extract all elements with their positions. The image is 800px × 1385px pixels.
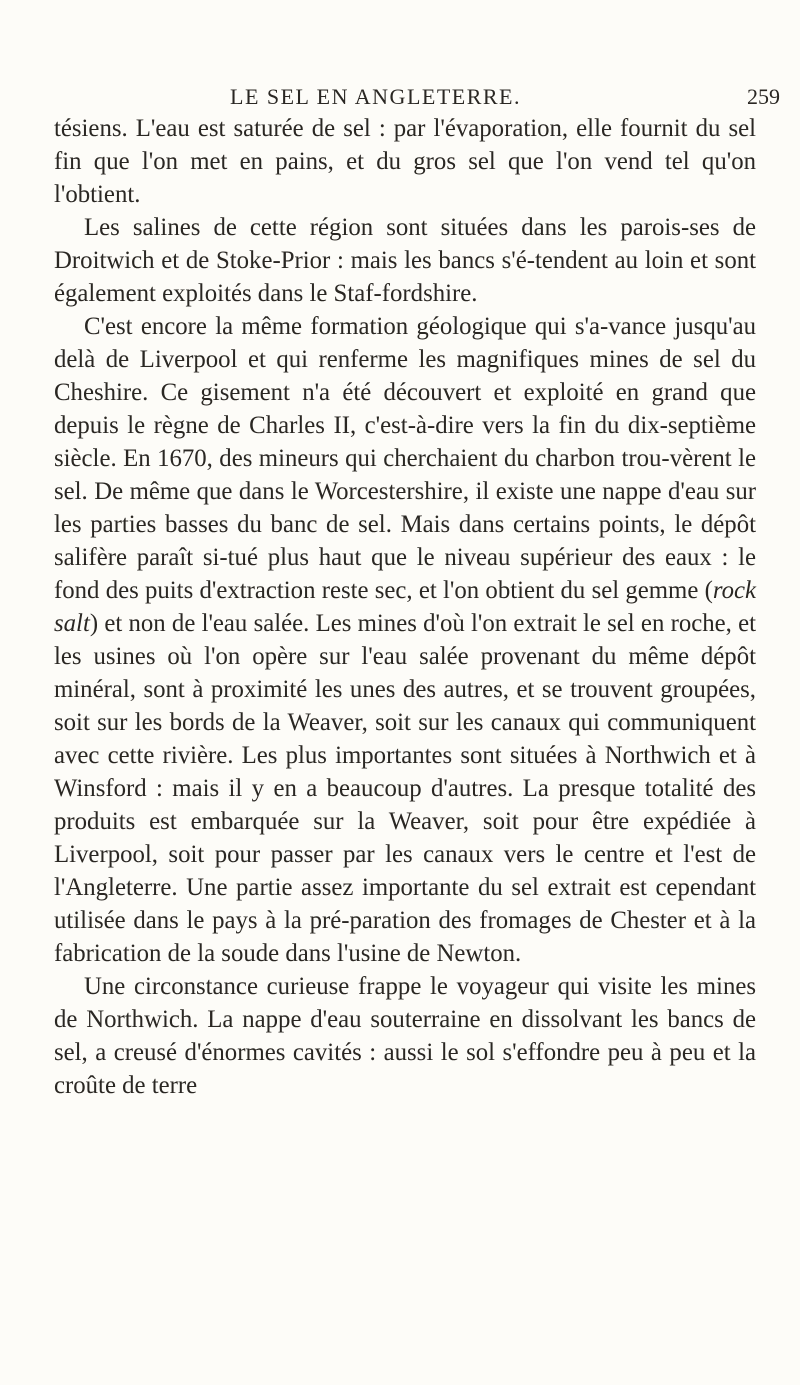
body-text [54, 112, 756, 1102]
page-number: 259 [747, 84, 780, 109]
rock-salt-term: rock salt [54, 577, 756, 637]
paragraph-cheshire-part-1: C'est encore la même formation géologique qui s'a-vance jusqu'au delà de Liverpool et qui renferme les magnifiques mines de sel du Cheshire. Ce gisement n'a été découvert et exploité en grand que depuis le règne de Charles II, c'est-à-dire vers la fin du dix-septième siècle. En 1670, des mineurs qui cherchaient du charbon trou-vèrent le sel. De même que dans le Worcestershire, il existe une nappe d'eau sur les parties basses du banc de sel. Mais dans certains points, le dépôt salifère paraît si-tué plus haut que le niveau supérieur des eaux : le fond des puits d'extraction reste sec, et l'on obtient du sel gemme ( [54, 313, 756, 604]
running-title: LE SEL EN ANGLETERRE. [230, 84, 521, 109]
paragraph-cheshire [54, 310, 756, 970]
paragraph-northwich: Une circonstance curieuse frappe le voyageur qui visite les mines de Northwich. La nappe d'eau souterraine en dissolvant les bancs de sel, a creusé d'énormes cavités : aussi le sol s'effondre peu à peu et la croûte de terre [54, 973, 756, 1099]
paragraph-salines: Les salines de cette région sont situées dans les parois-ses de Droitwich et de Stoke-Prior : mais les bancs s'é-tendent au loin et sont également exploités dans le Staf-fordshire. [54, 214, 756, 307]
paragraph-continued: tésiens. L'eau est saturée de sel : par l'évaporation, elle fournit du sel fin que l'on met en pains, et du gros sel que l'on vend tel qu'on l'obtient. [54, 115, 756, 208]
paragraph-cheshire-part-2: ) et non de l'eau salée. Les mines d'où l'on extrait le sel en roche, et les usines où l'on opère sur l'eau salée provenant du même dépôt minéral, sont à proximité les unes des autres, et se trouvent groupées, soit sur les bords de la Weaver, soit sur les canaux qui communiquent avec cette rivière. Les plus importantes sont situées à Northwich et à Winsford : mais il y en a beaucoup d'autres. La presque totalité des produits est embarquée sur la Weaver, soit pour être expédiée à Liverpool, soit pour passer par les canaux vers le centre et l'est de l'Angleterre. Une partie assez importante du sel extrait est cependant utilisée dans le pays à la pré-paration des fromages de Chester et à la fabrication de la soude dans l'usine de Newton. [54, 610, 756, 967]
